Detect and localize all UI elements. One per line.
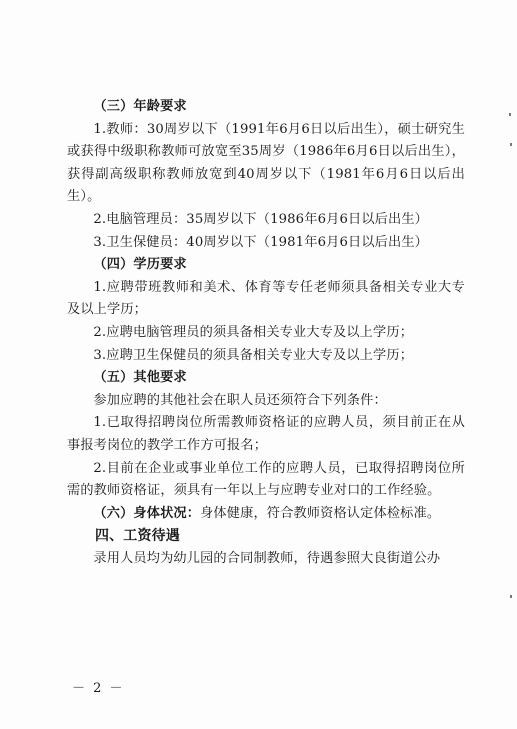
paragraph-computer-admin-education: 2.应聘电脑管理员的须具备相关专业大专及以上学历； (93, 324, 414, 340)
paragraph-teacher-age: 1.教师：30周岁以下（1991年6月6日以后出生），硕士研究生或获得中级职称教师可放宽至35周岁（1986年6月6日以后出生），获得副高级职称教师放宽到40周岁以下（1981年6月6日以后出生）。 (67, 121, 465, 205)
section-heading-salary: 四、工资待遇 (95, 528, 180, 545)
subheading-other-requirements: （五）其他要求 (93, 370, 187, 386)
paragraph-health-worker-age: 3.卫生保健员：40周岁以下（1981年6月6日以后出生） (93, 234, 429, 250)
page-number: － 2 － (72, 681, 125, 696)
paragraph-other-intro: 参加应聘的其他社会在职人员还须符合下列条件： (93, 392, 387, 408)
paragraph-salary: 录用人员均为幼儿园的合同制教师，待遇参照大良街道公办 (93, 550, 441, 566)
scan-speck (510, 143, 512, 146)
paragraph-health-worker-education: 3.应聘卫生保健员的须具备相关专业大专及以上学历； (93, 347, 414, 363)
scan-speck (509, 113, 511, 116)
paragraph-computer-admin-age: 2.电脑管理员：35周岁以下（1986年6月6日以后出生） (93, 211, 429, 227)
subheading-education-requirements: （四）学历要求 (93, 257, 187, 273)
physical-condition-value: 身体健康，符合教师资格认定体检标准。 (200, 505, 441, 521)
scan-speck (510, 595, 512, 598)
physical-condition-label: （六）身体状况： (93, 505, 201, 521)
paragraph-other-condition-1: 1.已取得招聘岗位所需教师资格证的应聘人员，须目前正在从事报考岗位的教学工作方可报名； (67, 415, 465, 453)
subheading-age-requirements: （三）年龄要求 (93, 99, 187, 114)
paragraph-teacher-education: 1.应聘带班教师和美术、体育等专任老师须具备相关专业大专及以上学历； (67, 279, 465, 318)
paragraph-physical-condition (67, 503, 465, 526)
document-body (67, 96, 465, 570)
paragraph-other-condition-2: 2.目前在企业或事业单位工作的应聘人员，已取得招聘岗位所需的教师资格证，须具有一年以上与应聘专业对口的工作经验。 (67, 460, 465, 499)
